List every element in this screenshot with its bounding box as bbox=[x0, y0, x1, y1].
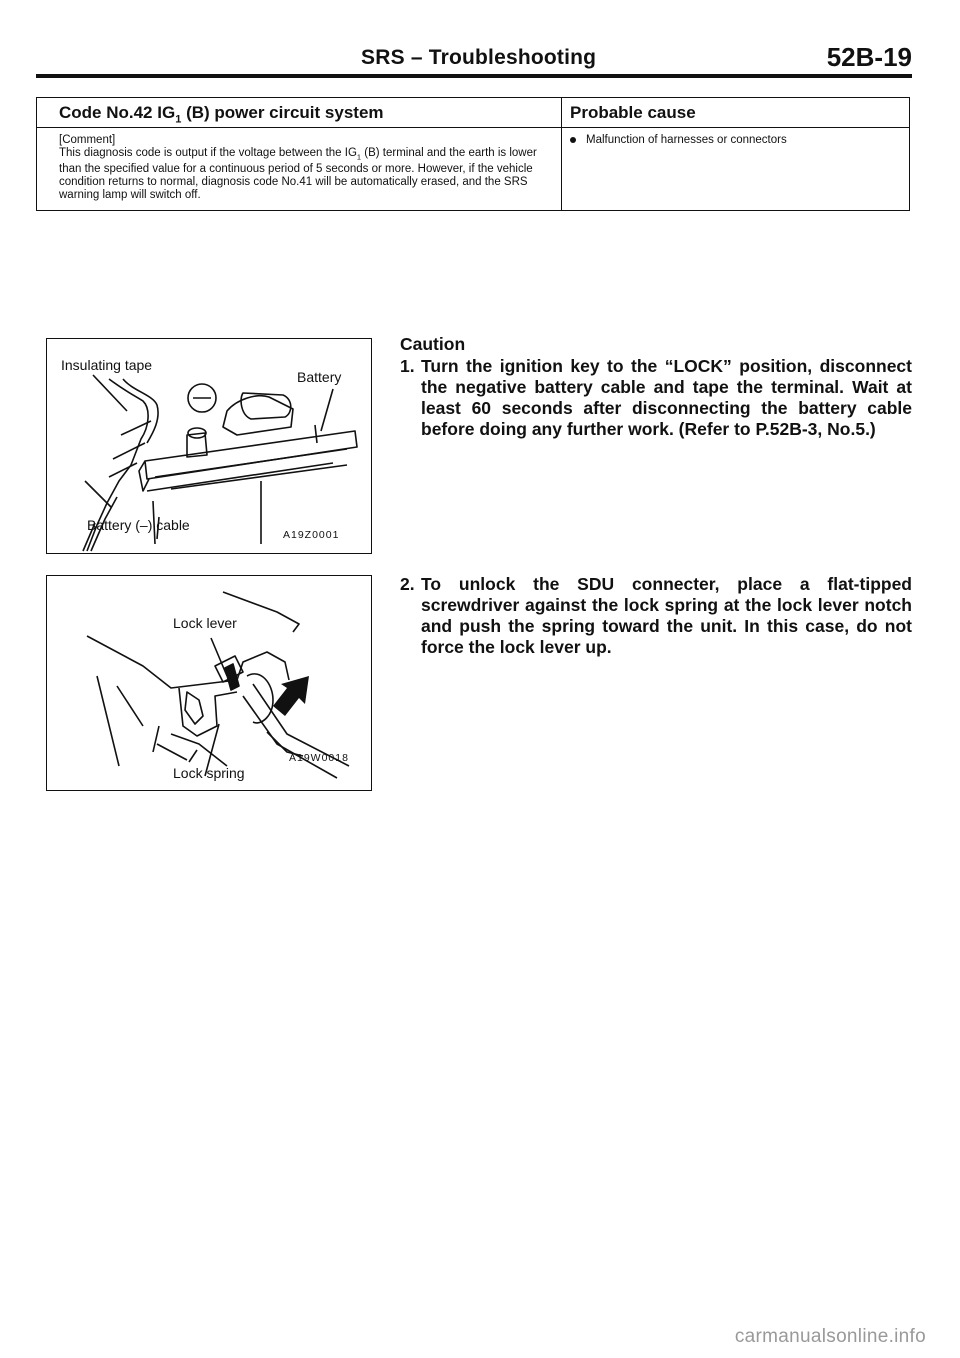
comment-label: [Comment] bbox=[59, 134, 116, 146]
cause-item bbox=[570, 134, 901, 147]
page-number: 52B-19 bbox=[826, 42, 912, 72]
header-rule bbox=[36, 74, 912, 78]
step-text: To unlock the SDU connecter, place a flat-tipped screwdriver against the lock spring at the lock lever notch and push the spring toward the unit. In this case, do not force the lock lever up. bbox=[421, 574, 912, 657]
comment-text-start: This diagnosis code is output if the voltage between the IG bbox=[59, 147, 357, 159]
step-2 bbox=[400, 574, 912, 658]
lock-lever-label: Lock lever bbox=[173, 615, 237, 631]
step-number: 1. bbox=[400, 356, 415, 376]
probable-cause-heading: Probable cause bbox=[562, 98, 909, 128]
code-heading-subscript: 1 bbox=[175, 113, 182, 126]
code-heading-text: Code No.42 IG bbox=[59, 103, 176, 122]
step-text: Turn the ignition key to the “LOCK” position, disconnect the negative battery cable and tape the terminal. Wait at least 60 seconds after disconnecting the battery cable before doing any further work. (Refer to P.52B-3, No.5.) bbox=[421, 356, 912, 439]
page-title: SRS – Troubleshooting bbox=[361, 46, 597, 69]
caution-heading: Caution bbox=[400, 334, 466, 354]
cause-list bbox=[562, 128, 909, 147]
caution-section bbox=[400, 334, 912, 440]
code-heading bbox=[37, 98, 561, 128]
battery-illustration bbox=[46, 338, 372, 554]
comment-block bbox=[37, 128, 561, 202]
comment-subscript: 1 bbox=[356, 152, 362, 162]
cause-column bbox=[562, 98, 909, 210]
diagnosis-code-table bbox=[36, 97, 910, 211]
comment-text-end: (B) terminal and the earth is lower than the specified value for a continuous period of 5 seconds or more. However, if the vehicle condition returns to normal, diagnosis code No.41 will be automatically erased, and the SRS warning lamp will switch off. bbox=[59, 147, 537, 202]
page-header bbox=[36, 42, 912, 78]
code-column bbox=[37, 98, 562, 210]
watermark-text: carmanualsonline.info bbox=[734, 1326, 926, 1347]
code-heading-text-end: (B) power circuit system bbox=[181, 103, 384, 122]
insulating-tape-label: Insulating tape bbox=[61, 357, 153, 373]
step-2-section bbox=[400, 574, 912, 658]
battery-cable-label: Battery (–) cable bbox=[87, 517, 190, 533]
step-number: 2. bbox=[400, 574, 415, 594]
bullet-icon bbox=[570, 137, 576, 143]
battery-label: Battery bbox=[297, 369, 342, 385]
step-1 bbox=[400, 356, 912, 440]
lock-spring-label: Lock spring bbox=[173, 765, 245, 781]
comment-text bbox=[59, 147, 553, 202]
figure-code: A19Z0001 bbox=[283, 529, 340, 541]
cause-text: Malfunction of harnesses or connectors bbox=[586, 134, 787, 146]
figure-code: A19W0018 bbox=[289, 752, 349, 764]
sdu-connector-illustration bbox=[46, 575, 372, 791]
